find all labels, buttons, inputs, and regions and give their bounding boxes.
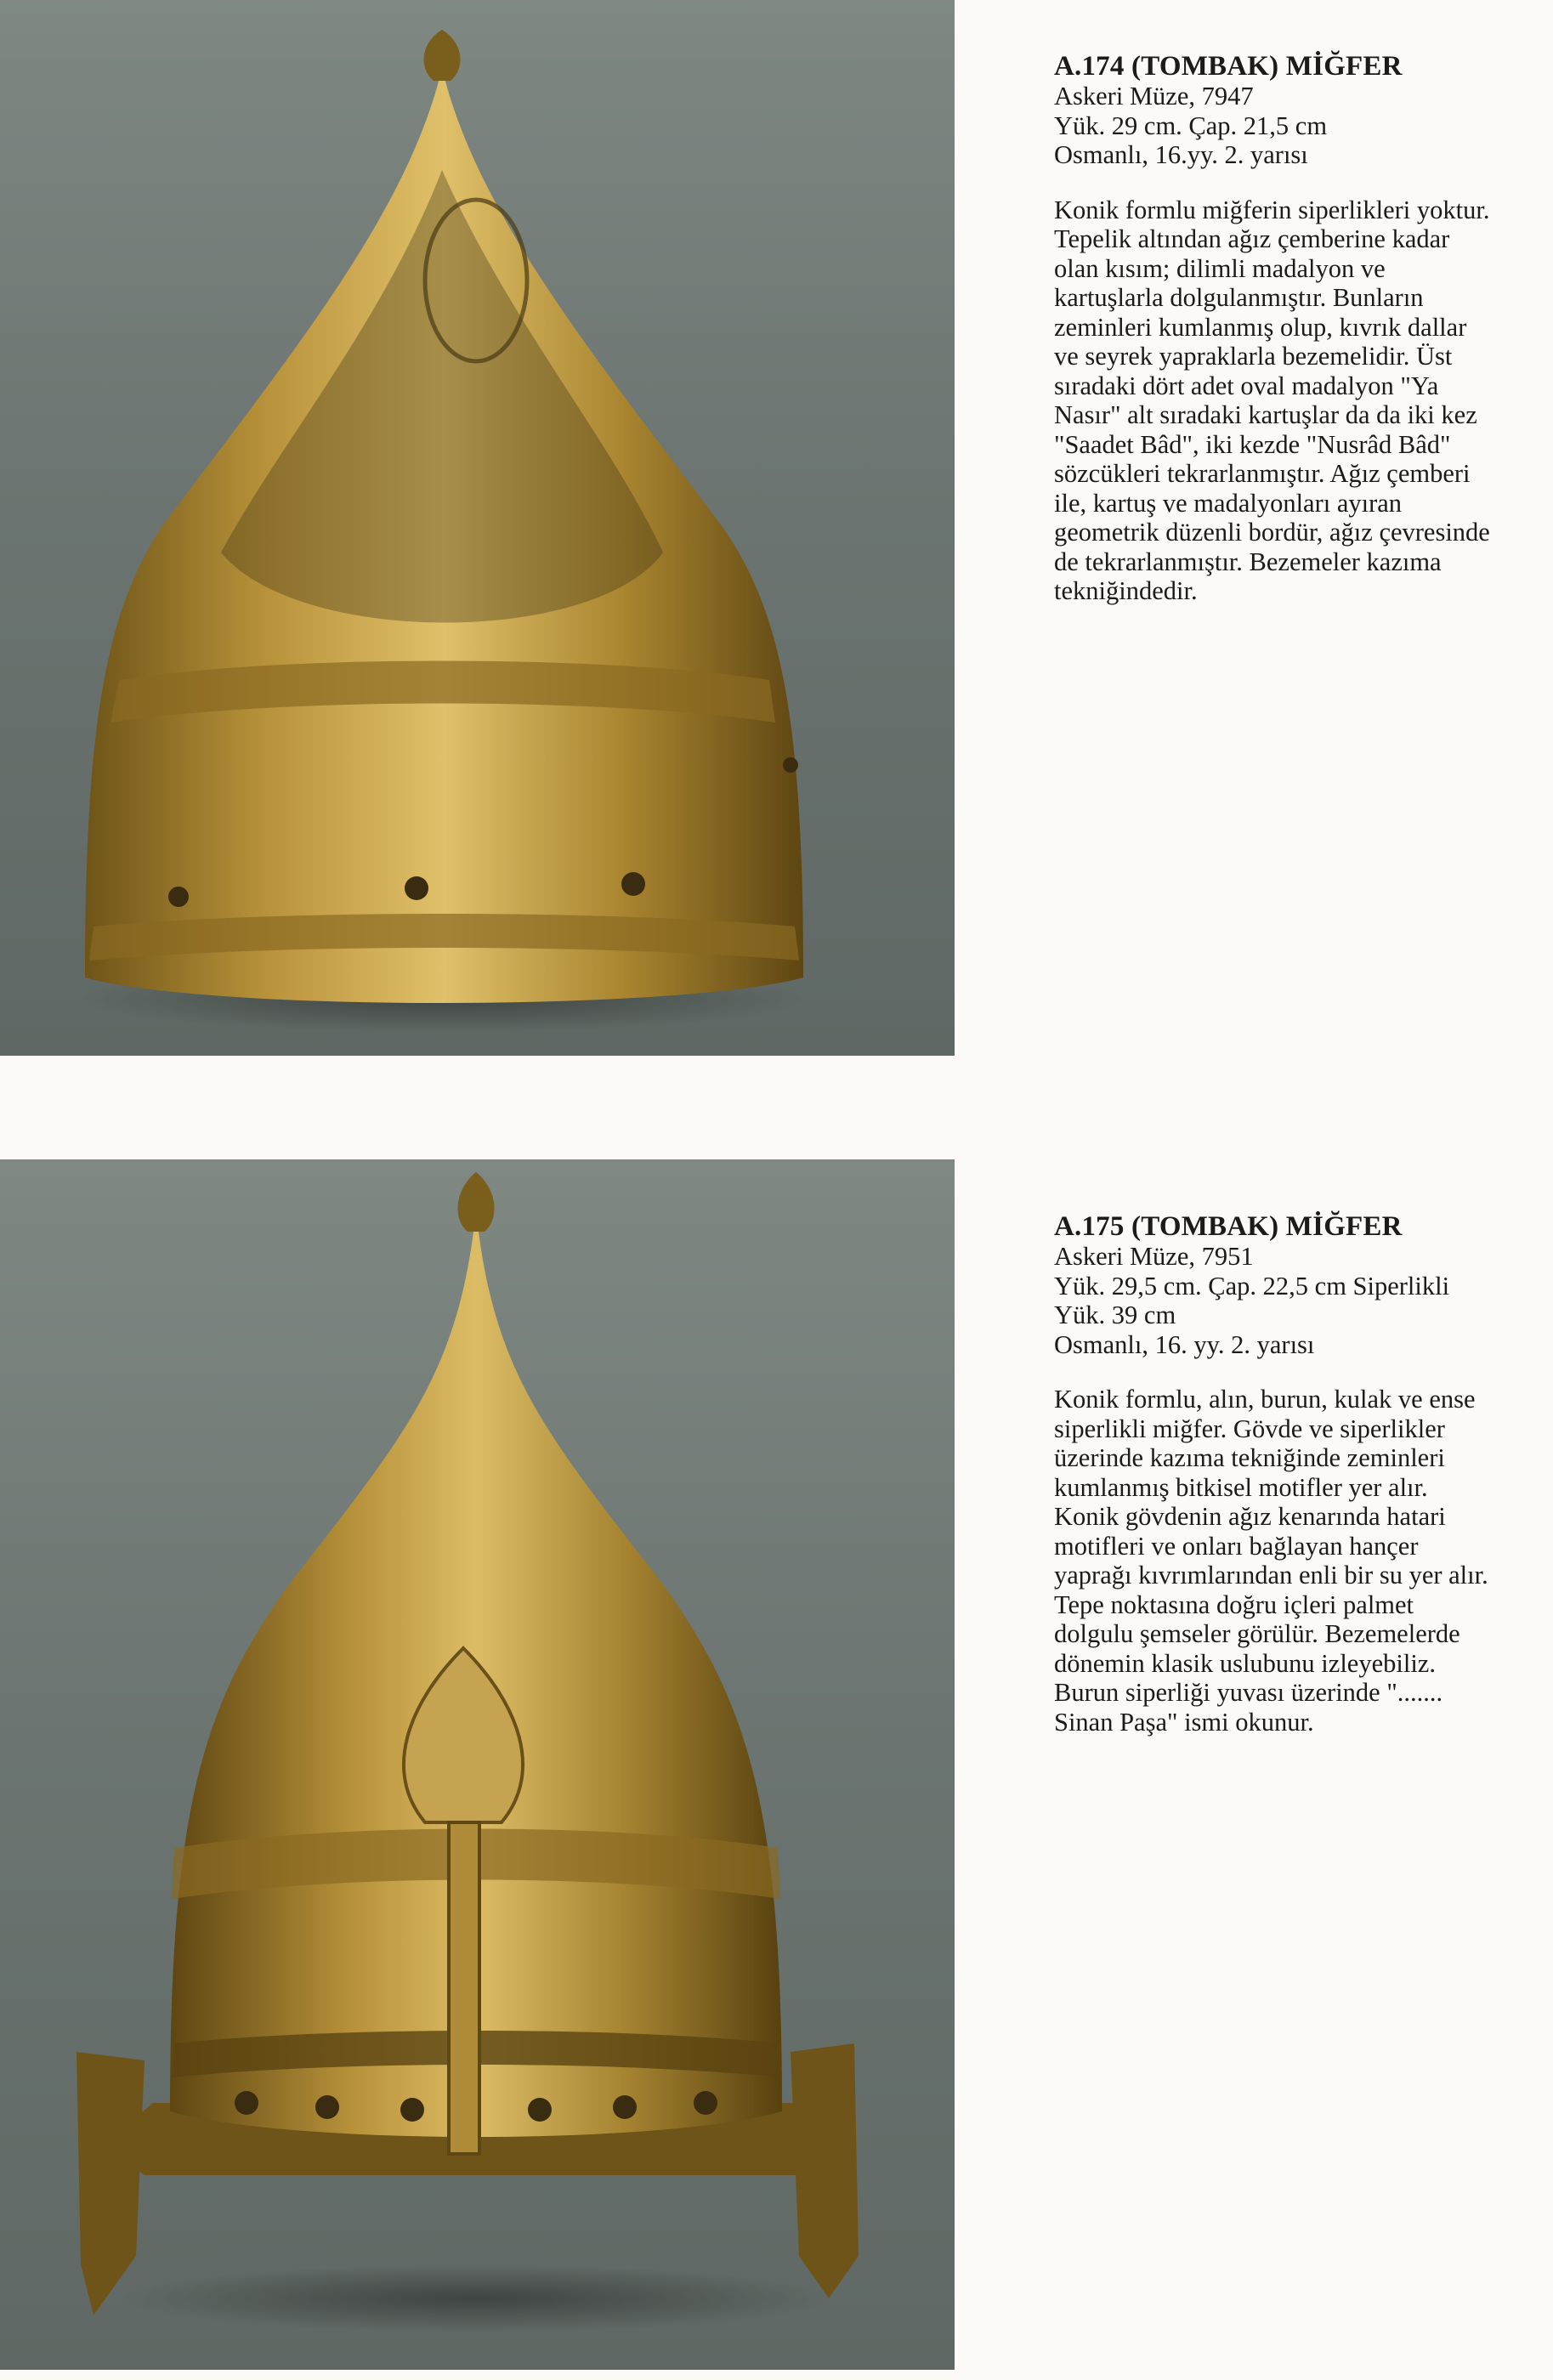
entry-meta-line: Askeri Müze, 7951 xyxy=(1054,1242,1254,1271)
description-line: "Saadet Bâd", iki kezde "Nusrâd Bâd" xyxy=(1054,429,1451,459)
description-line: geometrik düzenli bordür, ağız çevresinde xyxy=(1054,518,1490,547)
description-line: Tepelik altından ağız çemberine kadar xyxy=(1054,224,1450,253)
helmet-photo-a175 xyxy=(0,1159,955,2370)
description-line: Nasır" alt sıradaki kartuşlar da da iki kez xyxy=(1054,400,1477,429)
description-line: siperlikli miğfer. Gövde ve siperlikler xyxy=(1054,1414,1445,1443)
description-line: üzerinde kazıma tekniğinde zeminleri xyxy=(1054,1443,1445,1472)
description-line: ve seyrek yapraklarla bezemelidir. Üst xyxy=(1054,342,1453,371)
description-line: kumlanmış bitkisel motifler yer alır. xyxy=(1054,1472,1428,1502)
entry-meta-line: Osmanlı, 16.yy. 2. yarısı xyxy=(1054,140,1308,169)
description-line: olan kısım; dilimli madalyon ve xyxy=(1054,253,1386,283)
description-line: kartuşlarla dolgulanmıştır. Bunların xyxy=(1054,283,1424,312)
description-line: Konik gövdenin ağız kenarında hatari xyxy=(1054,1502,1446,1531)
entry-title: A.174 (TOMBAK) MİĞFER xyxy=(1054,51,1403,82)
entry-meta-line: Yük. 29 cm. Çap. 21,5 cm xyxy=(1054,110,1328,140)
description-line: dolgulu şemseler görülür. Bezemelerde xyxy=(1054,1619,1460,1648)
description-line: tekniğindedir. xyxy=(1054,576,1198,605)
description-line: Tepe noktasına doğru içleri palmet xyxy=(1054,1590,1414,1619)
entry-meta-line: Yük. 39 cm xyxy=(1054,1300,1176,1329)
description-line: zeminleri kumlanmış olup, kıvrık dallar xyxy=(1054,312,1467,342)
entry-meta xyxy=(1054,1242,1547,1359)
description-line: yaprağı kıvrımlarından enli bir su yer alır. xyxy=(1054,1561,1488,1590)
catalog-entry-a174 xyxy=(1054,51,1547,606)
description-line: ile, kartuş ve madalyonları ayıran xyxy=(1054,488,1403,518)
description-line: motifleri ve onları bağlayan hançer xyxy=(1054,1531,1419,1561)
description-line: sözcükleri tekrarlanmıştır. Ağız çemberi xyxy=(1054,459,1471,488)
description-line: Konik formlu, alın, burun, kulak ve ense xyxy=(1054,1385,1476,1414)
entry-description xyxy=(1054,196,1547,606)
entry-meta-line: Osmanlı, 16. yy. 2. yarısı xyxy=(1054,1329,1315,1359)
description-line: dönemin klasik uslubunu izleyebiliz. xyxy=(1054,1648,1436,1678)
entry-description xyxy=(1054,1385,1547,1737)
helmet-photo-a174 xyxy=(0,0,955,1056)
description-line: Burun siperliği yuvası üzerinde "....... xyxy=(1054,1678,1443,1707)
entry-meta xyxy=(1054,82,1547,170)
description-line: Sinan Paşa" ismi okunur. xyxy=(1054,1707,1314,1737)
entry-meta-line: Askeri Müze, 7947 xyxy=(1054,82,1254,110)
description-line: de tekrarlanmıştır. Bezemeler kazıma xyxy=(1054,547,1442,576)
catalog-entry-a175 xyxy=(1054,1211,1547,1737)
description-line: Konik formlu miğferin siperlikleri yoktur. xyxy=(1054,195,1490,224)
entry-title: A.175 (TOMBAK) MİĞFER xyxy=(1054,1211,1403,1242)
entry-meta-line: Yük. 29,5 cm. Çap. 22,5 cm Siperlikli xyxy=(1054,1271,1450,1300)
description-line: sıradaki dört adet oval madalyon "Ya xyxy=(1054,371,1439,400)
